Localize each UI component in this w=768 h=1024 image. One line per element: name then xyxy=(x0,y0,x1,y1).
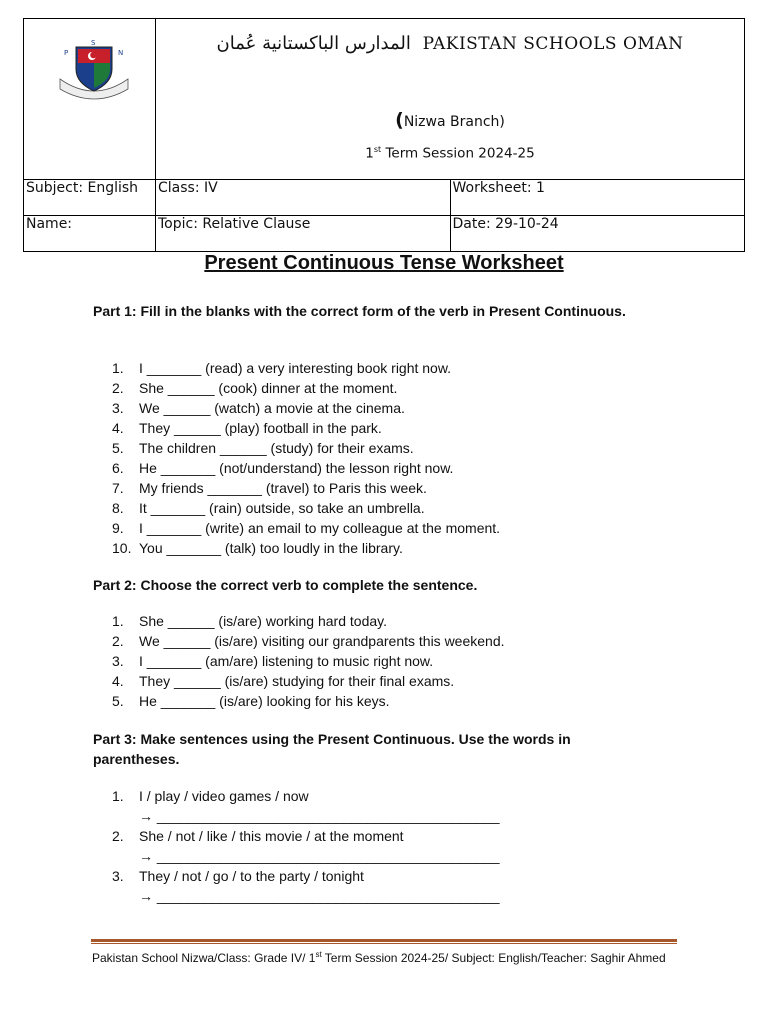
item-body xyxy=(139,786,499,826)
item-number: 9. xyxy=(112,520,124,536)
item-body: I _______ (am/are) listening to music right now. xyxy=(139,653,434,669)
answer-line[interactable]: → ____________________________________________ xyxy=(139,888,500,904)
list-item xyxy=(112,518,500,538)
list-item xyxy=(112,866,499,906)
list-item xyxy=(112,498,500,518)
list-item xyxy=(112,398,500,418)
list-item xyxy=(112,418,500,438)
list-item xyxy=(112,458,500,478)
list-item xyxy=(112,631,505,651)
answer-line[interactable]: → ____________________________________________ xyxy=(139,848,500,864)
branch-text: Nizwa Branch) xyxy=(403,114,505,130)
logo-letter-n: N xyxy=(117,48,123,57)
item-body: She ______ (cook) dinner at the moment. xyxy=(139,380,398,396)
footer-post: Term Session 2024-25/ Subject: English/Teacher: Saghir Ahmed xyxy=(321,951,666,965)
item-number: 5. xyxy=(112,440,124,456)
item-prompt: They / not / go / to the party / tonight xyxy=(139,868,364,884)
item-number: 4. xyxy=(112,420,124,436)
header-table xyxy=(23,18,745,252)
subject-cell: Subject: English xyxy=(24,180,156,216)
item-number: 3. xyxy=(112,653,124,669)
topic-cell: Topic: Relative Clause xyxy=(156,216,451,252)
list-item xyxy=(112,611,505,631)
session-rest: Term Session 2024-25 xyxy=(381,145,535,162)
list-item xyxy=(112,358,500,378)
item-number: 1. xyxy=(112,360,124,376)
worksheet-title: Present Continuous Tense Worksheet xyxy=(204,252,564,274)
branch-name xyxy=(156,109,744,131)
list-item xyxy=(112,786,499,826)
item-body: He _______ (not/understand) the lesson right now. xyxy=(139,460,454,476)
list-item xyxy=(112,378,500,398)
list-item xyxy=(112,651,505,671)
session-line xyxy=(156,145,744,162)
answer-line[interactable]: → ____________________________________________ xyxy=(139,808,500,824)
item-body: The children ______ (study) for their exams. xyxy=(139,440,414,456)
item-number: 5. xyxy=(112,693,124,709)
list-item xyxy=(112,671,505,691)
footer-rule xyxy=(91,939,677,942)
page-footer xyxy=(92,947,692,966)
footer-sup: st xyxy=(315,950,322,959)
footer-pre: Pakistan School Nizwa/Class: Grade IV/ 1 xyxy=(92,951,316,965)
worksheet-cell: Worksheet: 1 xyxy=(450,180,745,216)
item-number: 7. xyxy=(112,480,124,496)
item-number: 10. xyxy=(112,540,132,556)
item-body: They ______ (play) football in the park. xyxy=(139,420,382,436)
item-body: She ______ (is/are) working hard today. xyxy=(139,613,387,629)
logo-cell xyxy=(24,19,156,180)
footer-rule-thin xyxy=(91,943,677,944)
item-body: He _______ (is/are) looking for his keys. xyxy=(139,693,390,709)
item-number: 8. xyxy=(112,500,124,516)
part2-list xyxy=(112,611,505,711)
branch-paren: ( xyxy=(395,109,404,131)
item-body: I _______ (write) an email to my colleague at the moment. xyxy=(139,520,501,536)
item-number: 4. xyxy=(112,673,124,689)
school-name-english: PAKISTAN SCHOOLS OMAN xyxy=(422,34,684,54)
item-body: My friends _______ (travel) to Paris this week. xyxy=(139,480,427,496)
list-item xyxy=(112,826,499,866)
part2-heading: Part 2: Choose the correct verb to complete the sentence. xyxy=(93,577,478,593)
item-prompt: I / play / video games / now xyxy=(139,788,309,804)
list-item xyxy=(112,691,505,711)
item-number: 2. xyxy=(112,380,124,396)
school-name-arabic: المدارس الباكستانية عُمان xyxy=(216,33,411,54)
item-body: They ______ (is/are) studying for their final exams. xyxy=(139,673,455,689)
item-number: 1. xyxy=(112,788,124,804)
list-item xyxy=(112,438,500,458)
item-body xyxy=(139,866,499,906)
class-cell: Class: IV xyxy=(156,180,451,216)
item-number: 2. xyxy=(112,633,124,649)
item-body: You _______ (talk) too loudly in the library. xyxy=(139,540,403,556)
logo-letter-s: S xyxy=(90,38,95,47)
part1-heading: Part 1: Fill in the blanks with the correct form of the verb in Present Continuous. xyxy=(93,303,626,319)
date-cell: Date: 29-10-24 xyxy=(450,216,745,252)
item-number: 2. xyxy=(112,828,124,844)
item-number: 1. xyxy=(112,613,124,629)
item-prompt: She / not / like / this movie / at the moment xyxy=(139,828,404,844)
name-cell: Name: xyxy=(24,216,156,252)
item-body xyxy=(139,826,499,866)
session-prefix: 1 xyxy=(365,145,374,162)
item-body: I _______ (read) a very interesting book right now. xyxy=(139,360,452,376)
item-body: We ______ (is/are) visiting our grandparents this weekend. xyxy=(139,633,505,649)
item-number: 3. xyxy=(112,868,124,884)
school-logo-icon xyxy=(54,39,134,103)
part3-list xyxy=(112,786,499,906)
part1-list xyxy=(112,358,500,558)
part3-heading: Part 3: Make sentences using the Present Continuous. Use the words in parentheses. xyxy=(93,731,571,767)
item-number: 3. xyxy=(112,400,124,416)
school-name xyxy=(156,33,744,54)
item-body: It _______ (rain) outside, so take an umbrella. xyxy=(139,500,425,516)
logo-letter-p: P xyxy=(63,48,68,57)
item-number: 6. xyxy=(112,460,124,476)
title-cell xyxy=(156,19,745,180)
item-body: We ______ (watch) a movie at the cinema. xyxy=(139,400,405,416)
list-item xyxy=(112,538,500,558)
list-item xyxy=(112,478,500,498)
session-sup: st xyxy=(373,145,382,154)
